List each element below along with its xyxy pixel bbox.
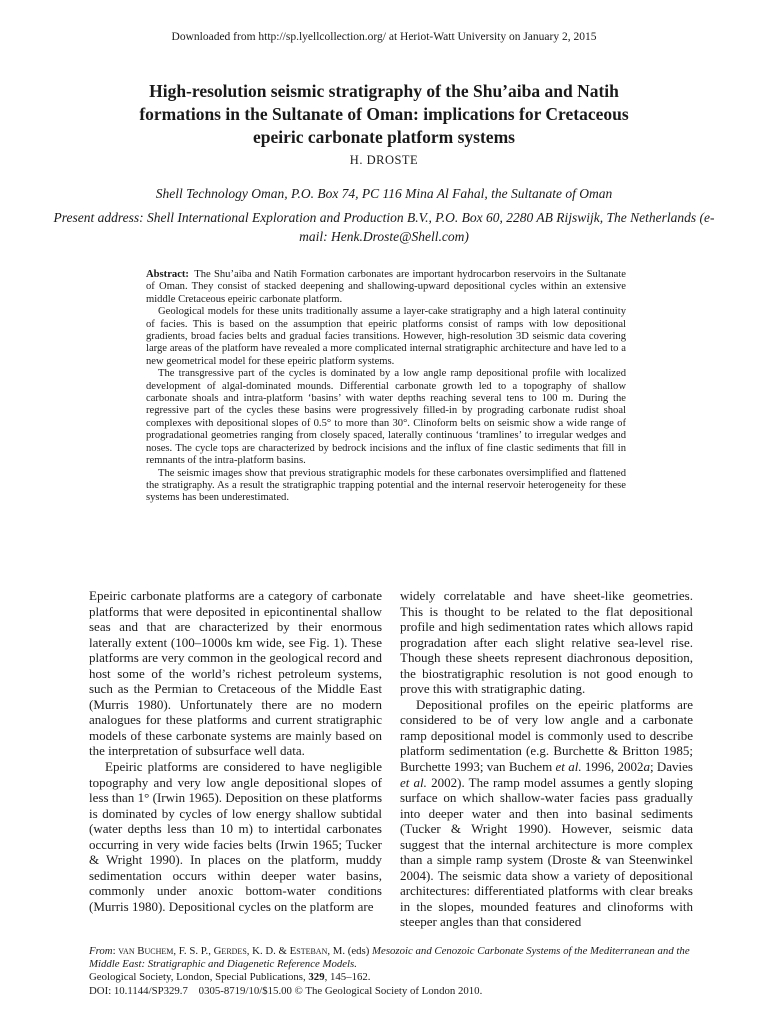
book-title: Mesozoic and Cenozoic Carbonate Systems of the Mediterranean and the Middle East: Stratigraphic and Diagenetic Reference Models. [89,945,690,971]
source-url-link[interactable]: http://sp.lyellcollection.org/ [258,31,386,43]
page-range: , 145–162. [324,971,371,984]
series-prefix: Geological Society, London, Special Publications, [89,971,309,984]
abstract-paragraph: Geological models for these units traditionally assume a layer-cake stratigraphy and a high lateral continuity of facies. This is based on the assumption that epeiric platforms consist of ramps with low depositional gradients, broad facies belts and gradual facies transitions. However, high-resolution 3D seismic data covering large areas of the platform have revealed a more complicated internal stratigraphic architecture and have led to a new geometrical model for these epeiric platform systems. [146,306,626,367]
body-paragraph: Epeiric platforms are considered to have negligible topography and very low angle depositional slopes of less than 1° (Irwin 1965). Deposition on these platforms is dominated by cycles of low energy shallow subtidal (water depths less than 10 m) to intertidal carbonates occurring in very wide facies belts (Irwin 1965; Tucker & Wright 1990). In places on the platform, muddy sedimentation occurs within deeper water basins, commonly under anoxic bottom-water conditions (Murris 1980). Depositional cycles on the platform are [89,759,382,914]
et-al-text: et al. [555,759,582,775]
body-text: 2002). The ramp model assumes a gently sloping surface on which shallow-water facies pass gradually into deeper water and then into basinal sediments (Tucker & Wright 1990). However, seismic data suggest that the internal architecture is more complex than a simple ramp system (Droste & van Steenwinkel 2004). The seismic data show a variety of depositional architectures: differentiated platforms with clear breaks in the slopes, mounded features and clinoforms with steeper angles than that considered [400,774,694,930]
body-paragraph: widely correlatable and have sheet-like geometries. This is thought to be related to the flat depositional profile and high sedimentation rates which allows rapid progradation after each slight relative sea-level rise. Though these sheets represent diachronous deposition, the biostratigraphic resolution is not good enough to prove this with stratigraphic dating. [400,588,693,697]
download-notice [0,30,768,44]
abstract-paragraph: The transgressive part of the cycles is dominated by a low angle ramp depositional profile with localized development of algal-dominated mounds. Differential carbonate growth led to a topography of shallow carbonate shoals and intra-platform ‘basins’ with water depths reaching several tens to 100 m. During the regressive part of the cycles these basins were progressively filled-in by prograding carbonate rudist shoal complexes with depositional slopes of 0.5° to more than 30°. Clinoform belts on seismic show a wide range of progradational geometries ranging from closely spaced, laterally continuous ‘tramlines’ to irregular wedges and noses. The cycle tops are characterized by bedrock incisions and the influx of fine clastic sediments that fill in remnants of the intra-platform basins. [146,368,626,467]
body-text: Depositional profiles on the epeiric platforms are considered to be of very low angle and a carbonate ramp depositional model is commonly used to describe platform sedimentation (e.g. Burchette & Britton 1985; Burchette 1993; van Buchem [400,696,693,775]
abstract-text: The Shu’aiba and Natih Formation carbonates are important hydrocarbon reservoirs in the Sultanate of Oman. They consist of stacked deepening and shallowing-upward depositional cycles within an extensive middle Cretaceous epeiric carbonate platform. [146,269,626,305]
title-line: epeiric carbonate platform systems [253,127,515,147]
title-line: formations in the Sultanate of Oman: implications for Cretaceous [139,104,629,124]
abstract-label: Abstract: [146,269,189,280]
paper-title [60,80,708,149]
volume-number: 329 [308,971,325,984]
et-al-text: et al. [400,774,427,790]
eds-suffix: (eds) [345,945,373,957]
citation-footnote [89,945,699,998]
affiliation-block [40,184,728,251]
title-line: High-resolution seismic stratigraphy of the Shu’aiba and Natih [149,81,619,101]
author-name: H. DROSTE [349,153,419,167]
body-column-left [89,588,382,914]
download-prefix: Downloaded from [171,31,259,43]
abstract [146,269,626,505]
affiliation: Shell Technology Oman, P.O. Box 74, PC 116 Mina Al Fahal, the Sultanate of Oman [155,186,613,201]
footnote-doi: DOI: 10.1144/SP329.7 0305-8719/10/$15.00 © The Geological Society of London 2010. [89,984,483,997]
abstract-paragraph: The seismic images show that previous stratigraphic models for these carbonates oversimplified and flattened the stratigraphy. As a result the stratigraphic trapping potential and the internal reservoir heterogeneity for these systems has been underestimated. [146,467,626,504]
footnote-series [89,971,699,984]
editors: van Buchem, F. S. P., Gerdes, K. D. & Esteban, M. [118,945,346,957]
body-text: 1996, 2002 [581,759,644,775]
body-paragraph: Epeiric carbonate platforms are a category of carbonate platforms that were deposited in epicontinental shallow seas and that are characterized by their enormous laterally extent (100–1000s km wide, see Fig. 1). These platforms are very common in the geological record and host some of the world’s richest petroleum systems, such as the Permian to Cretaceous of the Middle East (Murris 1980). Unfortunately there are no modern analogues for these platforms and current stratigraphic models of these carbonate systems are mainly based on the interpretation of subsurface well data. [89,588,382,759]
body-text: ; Davies [649,759,693,775]
download-suffix: at Heriot-Watt University on January 2, 2015 [385,31,597,43]
from-label: From [89,945,113,957]
body-column-right [400,588,693,930]
footnote-source: From: van Buchem, F. S. P., Gerdes, K. D. & Esteban, M. (eds) Mesozoic and Cenozoic Carbonate Systems of the Mediterranean and the Middle East: Stratigraphic and Diagenetic Reference Models. [89,945,690,971]
present-address: Present address: Shell International Exploration and Production B.V., P.O. Box 60, 2280 AB Rijswijk, The Netherlands (e-mail: Henk.Droste@Shell.com) [53,210,715,244]
year-suffix: a [643,759,650,775]
body-paragraph [400,697,693,930]
abstract-paragraph [146,269,626,306]
